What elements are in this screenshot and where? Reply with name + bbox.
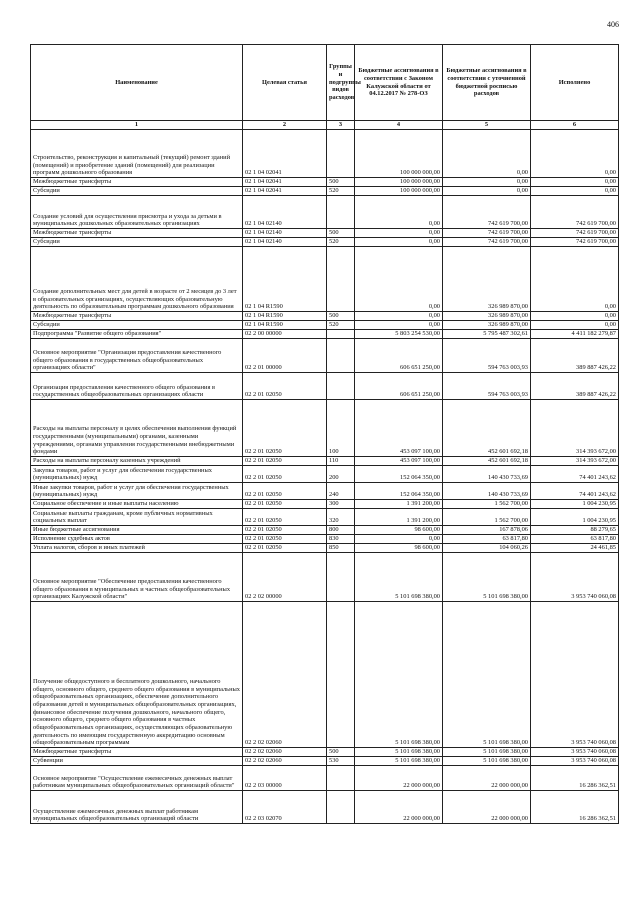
table-cell-revised-allocation: 1 562 700,00 [443,500,531,509]
table-cell-revised-allocation: 452 601 692,18 [443,457,531,466]
table-cell-target-article: 02 1 04 02140 [243,196,327,229]
table-cell-law-allocation: 100 000 000,00 [355,187,443,196]
table-cell-target-article: 02 2 01 02050 [243,535,327,544]
table-cell-name: Осуществление ежемесячных денежных выплат работникам муниципальных общеобразовательных организаций области [31,791,243,824]
table-cell-executed: 742 619 700,00 [531,238,619,247]
table-cell-name: Межбюджетные трансферты [31,229,243,238]
table-cell-law-allocation: 100 000 000,00 [355,178,443,187]
table-row [31,466,619,483]
table-cell-expense-group: 800 [327,526,355,535]
header-target-article: Целевая статья [243,45,327,121]
table-cell-law-allocation: 0,00 [355,312,443,321]
table-cell-revised-allocation: 326 989 870,00 [443,321,531,330]
table-cell-revised-allocation: 140 430 733,69 [443,483,531,500]
table-cell-name: Расходы на выплаты персоналу в целях обеспечения выполнения функций государственными (муниципальными) органами, казенными учреждениями, органами управления государственными внебюджетными фондами [31,400,243,457]
table-cell-revised-allocation: 452 601 692,18 [443,400,531,457]
table-cell-law-allocation: 0,00 [355,535,443,544]
table-cell-executed: 1 004 230,95 [531,500,619,509]
header-name: Наименование [31,45,243,121]
table-cell-law-allocation: 5 101 698 380,00 [355,748,443,757]
header-revised-allocations: Бюджетные ассигнования в соответствии с уточненной бюджетной росписью расходов [443,45,531,121]
column-number: 3 [327,121,355,130]
table-cell-law-allocation: 453 097 100,00 [355,400,443,457]
table-cell-revised-allocation: 63 817,80 [443,535,531,544]
table-cell-expense-group: 850 [327,544,355,553]
table-cell-name: Основное мероприятие "Обеспечение предоставления качественного общего образования в муниципальных и частных общеобразовательных организациях Калужской области" [31,553,243,602]
table-cell-expense-group: 500 [327,178,355,187]
table-cell-revised-allocation: 742 619 700,00 [443,196,531,229]
table-cell-name: Основное мероприятие "Осуществление ежемесячных денежных выплат работникам муниципальных общеобразовательных организаций области" [31,766,243,791]
table-cell-law-allocation: 1 391 200,00 [355,509,443,526]
table-cell-name: Строительство, реконструкция и капитальный (текущий) ремонт зданий (помещений) и приобретение зданий (помещений) для реализации программ дошкольного образования [31,130,243,178]
table-cell-revised-allocation: 5 795 487 302,61 [443,330,531,339]
table-cell-law-allocation: 152 064 350,00 [355,483,443,500]
column-number: 4 [355,121,443,130]
table-cell-expense-group: 500 [327,312,355,321]
table-cell-name: Основное мероприятие "Организация предоставления качественного общего образования в государственных общеобразовательных организациях области" [31,339,243,373]
table-cell-target-article: 02 2 01 02050 [243,400,327,457]
table-cell-target-article: 02 2 01 02050 [243,483,327,500]
table-row [31,535,619,544]
table-cell-law-allocation: 0,00 [355,321,443,330]
table-cell-name: Субсидии [31,187,243,196]
table-cell-executed: 3 953 740 060,08 [531,757,619,766]
table-cell-executed: 16 286 362,51 [531,791,619,824]
table-cell-target-article: 02 1 04 02140 [243,238,327,247]
table-cell-executed: 1 004 230,95 [531,509,619,526]
table-cell-executed: 74 401 243,62 [531,466,619,483]
table-cell-expense-group: 520 [327,238,355,247]
table-cell-target-article: 02 2 01 00000 [243,339,327,373]
table-cell-name: Социальные выплаты гражданам, кроме публичных нормативных социальных выплат [31,509,243,526]
table-cell-expense-group: 520 [327,321,355,330]
table-row [31,791,619,824]
table-cell-law-allocation: 0,00 [355,247,443,312]
table-cell-target-article: 02 2 03 00000 [243,766,327,791]
table-row [31,509,619,526]
table-cell-law-allocation: 152 064 350,00 [355,466,443,483]
table-cell-expense-group: 200 [327,466,355,483]
table-cell-revised-allocation: 167 878,06 [443,526,531,535]
table-cell-revised-allocation: 0,00 [443,178,531,187]
table-cell-executed: 742 619 700,00 [531,229,619,238]
table-cell-expense-group: 500 [327,229,355,238]
table-cell-expense-group [327,330,355,339]
column-number: 6 [531,121,619,130]
table-row [31,602,619,748]
table-row [31,373,619,400]
table-cell-revised-allocation: 5 101 698 380,00 [443,553,531,602]
table-row [31,748,619,757]
table-cell-target-article: 02 2 01 02050 [243,373,327,400]
table-cell-law-allocation: 5 101 698 380,00 [355,553,443,602]
table-row [31,757,619,766]
table-cell-target-article: 02 2 01 02050 [243,509,327,526]
table-cell-name: Организация предоставления качественного общего образования в государственных общеобразовательных организациях области [31,373,243,400]
table-cell-revised-allocation: 326 989 870,00 [443,312,531,321]
table-cell-revised-allocation: 594 763 003,93 [443,373,531,400]
table-cell-executed: 63 817,80 [531,535,619,544]
table-cell-law-allocation: 98 600,00 [355,544,443,553]
table-cell-target-article: 02 1 04 02041 [243,187,327,196]
budget-table [30,44,619,824]
table-cell-name: Расходы на выплаты персоналу казенных учреждений [31,457,243,466]
table-cell-expense-group: 320 [327,509,355,526]
table-cell-revised-allocation: 5 101 698 380,00 [443,602,531,748]
table-cell-target-article: 02 2 02 02060 [243,602,327,748]
table-cell-expense-group: 500 [327,748,355,757]
table-cell-law-allocation: 0,00 [355,229,443,238]
table-cell-executed: 3 953 740 060,08 [531,748,619,757]
table-cell-executed: 16 286 362,51 [531,766,619,791]
table-cell-revised-allocation: 0,00 [443,130,531,178]
table-row [31,130,619,178]
column-number: 1 [31,121,243,130]
column-number: 2 [243,121,327,130]
table-cell-expense-group [327,602,355,748]
header-law-allocations: Бюджетные ассигнования в соответствии с Законом Калужской области от 04.12.2017 № 278-ОЗ [355,45,443,121]
table-row [31,229,619,238]
table-cell-target-article: 02 2 01 02050 [243,457,327,466]
table-cell-executed: 0,00 [531,187,619,196]
table-cell-name: Субсидии [31,321,243,330]
table-cell-executed: 314 393 672,00 [531,457,619,466]
table-row [31,553,619,602]
table-row [31,526,619,535]
table-row [31,500,619,509]
table-cell-target-article: 02 2 01 02050 [243,526,327,535]
table-cell-revised-allocation: 742 619 700,00 [443,238,531,247]
table-row [31,321,619,330]
table-cell-revised-allocation: 5 101 698 380,00 [443,757,531,766]
table-cell-expense-group [327,339,355,373]
table-cell-target-article: 02 1 04 02140 [243,229,327,238]
table-cell-executed: 74 401 243,62 [531,483,619,500]
table-cell-executed: 389 887 426,22 [531,373,619,400]
table-cell-law-allocation: 0,00 [355,196,443,229]
table-cell-executed: 0,00 [531,312,619,321]
table-cell-revised-allocation: 104 060,26 [443,544,531,553]
table-cell-law-allocation: 453 097 100,00 [355,457,443,466]
table-cell-target-article: 02 1 04 02041 [243,130,327,178]
table-cell-law-allocation: 22 000 000,00 [355,791,443,824]
table-cell-name: Подпрограмма "Развитие общего образования" [31,330,243,339]
table-row [31,339,619,373]
table-cell-name: Исполнение судебных актов [31,535,243,544]
table-cell-target-article: 02 1 04 R1590 [243,312,327,321]
table-cell-expense-group: 110 [327,457,355,466]
table-cell-revised-allocation: 326 989 870,00 [443,247,531,312]
table-cell-revised-allocation: 1 562 700,00 [443,509,531,526]
table-row [31,544,619,553]
table-cell-target-article: 02 2 02 02060 [243,748,327,757]
table-cell-expense-group: 300 [327,500,355,509]
header-row [31,45,619,121]
table-body [31,130,619,824]
table-cell-law-allocation: 98 600,00 [355,526,443,535]
table-cell-name: Иные бюджетные ассигнования [31,526,243,535]
table-cell-expense-group [327,196,355,229]
table-cell-name: Социальное обеспечение и иные выплаты населению [31,500,243,509]
table-cell-expense-group: 100 [327,400,355,457]
table-cell-revised-allocation: 0,00 [443,187,531,196]
table-cell-target-article: 02 2 00 00000 [243,330,327,339]
table-cell-name: Создание дополнительных мест для детей в возрасте от 2 месяцев до 3 лет в образовательных организациях, осуществляющих образовательную деятельность по образовательным программам дошкольного образования [31,247,243,312]
table-cell-target-article: 02 1 04 02041 [243,178,327,187]
table-cell-expense-group [327,247,355,312]
table-cell-revised-allocation: 742 619 700,00 [443,229,531,238]
table-cell-target-article: 02 2 01 02050 [243,500,327,509]
table-cell-executed: 0,00 [531,130,619,178]
table-cell-name: Субвенции [31,757,243,766]
table-cell-executed: 88 279,65 [531,526,619,535]
table-cell-expense-group: 530 [327,757,355,766]
table-cell-law-allocation: 606 651 250,00 [355,339,443,373]
table-cell-target-article: 02 1 04 R1590 [243,247,327,312]
table-cell-target-article: 02 2 02 00000 [243,553,327,602]
table-cell-expense-group [327,766,355,791]
table-cell-revised-allocation: 22 000 000,00 [443,791,531,824]
table-cell-expense-group [327,791,355,824]
table-cell-law-allocation: 5 101 698 380,00 [355,602,443,748]
table-cell-name: Иные закупки товаров, работ и услуг для обеспечения государственных (муниципальных) нужд [31,483,243,500]
table-cell-executed: 3 953 740 060,08 [531,602,619,748]
table-row [31,766,619,791]
table-cell-executed: 3 953 740 060,08 [531,553,619,602]
table-row [31,247,619,312]
table-cell-expense-group: 520 [327,187,355,196]
table-cell-name: Межбюджетные трансферты [31,178,243,187]
table-cell-revised-allocation: 594 763 003,93 [443,339,531,373]
table-cell-name: Межбюджетные трансферты [31,312,243,321]
table-row [31,483,619,500]
table-cell-expense-group: 240 [327,483,355,500]
table-cell-executed: 742 619 700,00 [531,196,619,229]
table-row [31,312,619,321]
table-cell-name: Субсидии [31,238,243,247]
table-cell-target-article: 02 1 04 R1590 [243,321,327,330]
table-cell-executed: 0,00 [531,178,619,187]
table-cell-law-allocation: 5 803 254 530,00 [355,330,443,339]
table-cell-law-allocation: 1 391 200,00 [355,500,443,509]
table-cell-name: Закупка товаров, работ и услуг для обеспечения государственных (муниципальных) нужд [31,466,243,483]
column-number-row [31,121,619,130]
header-expense-groups: Группы и подгруппы видов расходов [327,45,355,121]
table-cell-expense-group [327,553,355,602]
table-cell-executed: 389 887 426,22 [531,339,619,373]
table-row [31,178,619,187]
table-cell-revised-allocation: 140 430 733,69 [443,466,531,483]
table-cell-expense-group [327,130,355,178]
table-cell-law-allocation: 606 651 250,00 [355,373,443,400]
table-cell-target-article: 02 2 03 02070 [243,791,327,824]
table-cell-executed: 4 411 182 279,87 [531,330,619,339]
table-cell-revised-allocation: 22 000 000,00 [443,766,531,791]
table-row [31,330,619,339]
table-row [31,187,619,196]
table-cell-target-article: 02 2 01 02050 [243,466,327,483]
table-cell-executed: 0,00 [531,321,619,330]
table-cell-revised-allocation: 5 101 698 380,00 [443,748,531,757]
table-row [31,457,619,466]
table-row [31,196,619,229]
table-cell-target-article: 02 2 01 02050 [243,544,327,553]
table-row [31,400,619,457]
table-row [31,238,619,247]
table-cell-executed: 24 461,85 [531,544,619,553]
header-executed: Исполнено [531,45,619,121]
column-number: 5 [443,121,531,130]
table-cell-executed: 314 393 672,00 [531,400,619,457]
table-cell-name: Создание условий для осуществления присмотра и ухода за детьми в муниципальных дошкольных образовательных организациях [31,196,243,229]
table-cell-name: Уплата налогов, сборов и иных платежей [31,544,243,553]
table-cell-executed: 0,00 [531,247,619,312]
table-cell-target-article: 02 2 02 02060 [243,757,327,766]
table-cell-law-allocation: 22 000 000,00 [355,766,443,791]
table-cell-expense-group: 830 [327,535,355,544]
table-cell-law-allocation: 5 101 698 380,00 [355,757,443,766]
table-cell-expense-group [327,373,355,400]
table-cell-law-allocation: 100 000 000,00 [355,130,443,178]
table-cell-name: Получение общедоступного и бесплатного дошкольного, начального общего, основного общего, среднего общего образования в муниципальных общеобразовательных организациях, обеспечение дополнительного образования детей в муниципальных общеобразовательных организациях, финансовое обеспечение получения дошкольного, начального общего, основного общего, среднего общего образования в частных общеобразовательных организациях, осуществляющих образовательную деятельность по имеющим государственную аккредитацию основным общеобразовательным программам [31,602,243,748]
table-cell-law-allocation: 0,00 [355,238,443,247]
table-cell-name: Межбюджетные трансферты [31,748,243,757]
page-number: 406 [607,20,619,29]
